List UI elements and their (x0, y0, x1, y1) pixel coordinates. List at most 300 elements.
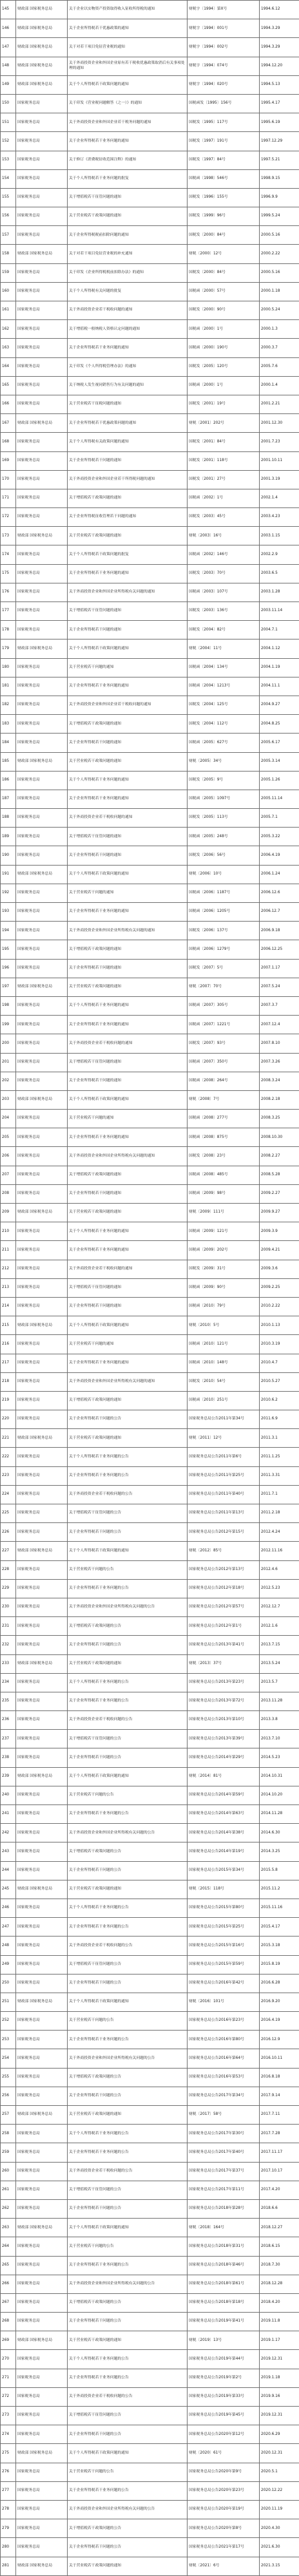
table-row (1, 828, 299, 846)
issuing-authority: 财政部 国家税务总局 (16, 2557, 68, 2575)
document-title: 关于增值税若干政策问题的通知 (68, 1391, 188, 1410)
document-title: 关于企业所得税若干问题的公告 (68, 1523, 188, 1542)
issuing-authority: 国家税务总局 (16, 1354, 68, 1372)
row-number: 239 (1, 1767, 16, 1786)
issuing-authority: 国家税务总局 (16, 1937, 68, 1955)
table-row (1, 226, 299, 245)
table-row (1, 1260, 299, 1278)
table-row (1, 959, 299, 978)
document-title: 关于企业所得税若干业务问题的通知 (68, 903, 188, 922)
document-number: 国税发〔2004〕112号 (188, 715, 260, 734)
document-title: 关于增值税一般纳税人资格认定问题的通知 (68, 320, 188, 339)
table-row (1, 903, 299, 922)
row-number: 151 (1, 113, 16, 132)
issuing-authority: 财政部 国家税务总局 (16, 1090, 68, 1109)
document-number: 国家税务总局公告2020年第8号 (188, 2519, 260, 2538)
issue-date: 2015.4.17 (260, 1918, 299, 1937)
row-number: 278 (1, 2500, 16, 2519)
document-title: 关于个人所得税若干政策问题的通知 (68, 1767, 188, 1786)
issue-date: 2001.3.19 (260, 470, 299, 489)
issuing-authority: 国家税务总局 (16, 602, 68, 621)
row-number: 166 (1, 395, 16, 413)
issue-date: 2012.12.7 (260, 1598, 299, 1616)
document-title: 关于企业所得税若干问题的公告 (68, 2199, 188, 2218)
issue-date: 2015.3.18 (260, 1937, 299, 1955)
issuing-authority: 国家税务总局 (16, 489, 68, 507)
row-number: 194 (1, 922, 16, 940)
document-number: 财税〔2015〕118号 (188, 1880, 260, 1899)
row-number: 268 (1, 2313, 16, 2331)
row-number: 266 (1, 2275, 16, 2293)
issuing-authority: 财政部 国家税务总局 (16, 1316, 68, 1335)
document-number: 国税发〔1996〕155号 (188, 188, 260, 207)
document-title: 关于企业所得税若干业务问题的通知 (68, 564, 188, 583)
issue-date: 2006.1.24 (260, 865, 299, 884)
table-row (1, 1692, 299, 1710)
issue-date: 2010.3.19 (260, 1335, 299, 1354)
row-number: 211 (1, 1241, 16, 1260)
issue-date: 2002.1.4 (260, 489, 299, 507)
row-number: 245 (1, 1880, 16, 1899)
row-number: 262 (1, 2199, 16, 2218)
document-number: 国税函〔2010〕251号 (188, 1391, 260, 1410)
issue-date: 2001.7.23 (260, 433, 299, 451)
issue-date: 2021.6.30 (260, 2538, 299, 2557)
issuing-authority: 国家税务总局 (16, 2162, 68, 2181)
table-row (1, 1297, 299, 1316)
issue-date: 2000.1.4 (260, 376, 299, 395)
row-number: 216 (1, 1335, 16, 1354)
row-number: 277 (1, 2481, 16, 2500)
table-row (1, 884, 299, 902)
row-number: 196 (1, 959, 16, 978)
document-title: 关于企业所得税若干优惠政策问题的通知 (68, 414, 188, 433)
document-title: 关于外商投资企业若干税收问题的通知 (68, 1260, 188, 1278)
issue-date: 2006.12.6 (260, 884, 299, 902)
issuing-authority: 国家税务总局 (16, 1391, 68, 1410)
table-row (1, 602, 299, 621)
issue-date: 2017.10.17 (260, 2162, 299, 2181)
issuing-authority: 国家税务总局 (16, 790, 68, 808)
table-row (1, 2407, 299, 2425)
document-title: 关于营业税若干政策问题的通知 (68, 2557, 188, 2575)
table-row (1, 263, 299, 282)
row-number: 209 (1, 1204, 16, 1222)
document-title: 关于个人所得税若干政策问题的通知 (68, 1542, 188, 1560)
document-title: 关于增值税若干征管问题的通知 (68, 828, 188, 846)
issue-date: 2016.8.18 (260, 2068, 299, 2087)
issuing-authority: 财政部 国家税务总局 (16, 2331, 68, 2350)
issue-date: 2007.1.17 (260, 959, 299, 978)
issue-date: 2010.6.2 (260, 1391, 299, 1410)
document-number: 国家税务总局公告2018年第28号 (188, 2199, 260, 2218)
issuing-authority: 财政部 国家税务总局 (16, 1, 68, 19)
issue-date: 2015.5.8 (260, 1861, 299, 1880)
document-number: 国税函〔2009〕202号 (188, 1241, 260, 1260)
document-number: 国税发〔1999〕96号 (188, 207, 260, 226)
issue-date: 2018.6.6 (260, 2199, 299, 2218)
row-number: 258 (1, 2125, 16, 2143)
issuing-authority: 国家税务总局 (16, 226, 68, 245)
issuing-authority: 国家税务总局 (16, 2369, 68, 2387)
issue-date: 2008.10.30 (260, 1128, 299, 1147)
table-row (1, 2012, 299, 2031)
issuing-authority: 国家税务总局 (16, 1560, 68, 1579)
document-title: 关于企业所得税若干业务问题的通知 (68, 790, 188, 808)
issuing-authority: 财政部 国家税务总局 (16, 1993, 68, 2011)
issuing-authority: 国家税务总局 (16, 2031, 68, 2049)
issuing-authority: 国家税务总局 (16, 2538, 68, 2557)
document-title: 关于外商投资企业若干税收问题的通知 (68, 1034, 188, 1053)
issue-date: 2010.1.13 (260, 1316, 299, 1335)
issuing-authority: 国家税务总局 (16, 1485, 68, 1504)
document-title: 关于增值税若干政策问题的公告 (68, 2293, 188, 2312)
issuing-authority: 国家税务总局 (16, 903, 68, 922)
row-number: 212 (1, 1260, 16, 1278)
row-number: 265 (1, 2256, 16, 2275)
table-row (1, 2219, 299, 2237)
document-number: 国家税务总局公告2015年第59号 (188, 1955, 260, 1974)
issuing-authority: 国家税务总局 (16, 2500, 68, 2519)
table-row (1, 752, 299, 771)
issue-date: 1998.9.15 (260, 169, 299, 188)
issuing-authority: 国家税务总局 (16, 1899, 68, 1917)
issue-date: 2003.1.28 (260, 583, 299, 601)
issuing-authority: 国家税务总局 (16, 1504, 68, 1523)
document-number: 国税函〔2000〕57号 (188, 282, 260, 301)
table-row (1, 301, 299, 320)
table-row (1, 2049, 299, 2068)
row-number: 221 (1, 1429, 16, 1448)
table-row (1, 1523, 299, 1542)
row-number: 162 (1, 320, 16, 339)
document-number: 国家税务总局公告2019年第41号 (188, 2313, 260, 2331)
table-row (1, 1918, 299, 1937)
issue-date: 2016.10.11 (260, 2049, 299, 2068)
document-number: 财税〔2017〕58号 (188, 2106, 260, 2125)
table-row (1, 527, 299, 545)
document-number: 国税发〔2001〕19号 (188, 395, 260, 413)
row-number: 254 (1, 2049, 16, 2068)
document-number: 国家税务总局公告2019年第44号 (188, 2350, 260, 2369)
issuing-authority: 国家税务总局 (16, 1297, 68, 1316)
row-number: 163 (1, 339, 16, 357)
row-number: 198 (1, 996, 16, 1015)
table-row (1, 1974, 299, 1993)
issuing-authority: 国家税务总局 (16, 1147, 68, 1166)
row-number: 256 (1, 2087, 16, 2105)
document-number: 财税〔2018〕164号 (188, 2219, 260, 2237)
document-title: 关于营业税若干政策问题的通知 (68, 1204, 188, 1222)
document-number: 国家税务总局公告2014年第29号 (188, 1748, 260, 1767)
issuing-authority: 国家税务总局 (16, 1786, 68, 1804)
table-row (1, 2125, 299, 2143)
table-row (1, 1654, 299, 1673)
issue-date: 1994.6.12 (260, 1, 299, 19)
table-row (1, 1861, 299, 1880)
document-number: 财税〔2005〕34号 (188, 752, 260, 771)
document-number: 国家税务总局公告2014年第63号 (188, 1805, 260, 1824)
table-row (1, 1241, 299, 1260)
document-title: 关于个人所得税有关问题的批复 (68, 282, 188, 301)
issue-date: 2012.5.23 (260, 1579, 299, 1598)
row-number: 272 (1, 2387, 16, 2406)
document-title: 关于企业所得税若干问题的通知 (68, 1184, 188, 1203)
row-number: 202 (1, 1072, 16, 1090)
document-title: 关于营业税若干政策问题的通知 (68, 1880, 188, 1899)
document-title: 关于营业税若干问题的公告 (68, 2012, 188, 2031)
document-number: 财税〔2003〕16号 (188, 527, 260, 545)
table-row (1, 2481, 299, 2500)
row-number: 251 (1, 1993, 16, 2011)
row-number: 168 (1, 433, 16, 451)
table-row (1, 1937, 299, 1955)
document-title: 关于企业所得税若干问题的公告 (68, 2425, 188, 2444)
issue-date: 2004.1.12 (260, 639, 299, 658)
issuing-authority: 国家税务总局 (16, 2407, 68, 2425)
document-number: 财税〔2006〕10号 (188, 865, 260, 884)
issuing-authority: 国家税务总局 (16, 696, 68, 714)
document-number: 国税函〔2008〕485号 (188, 1166, 260, 1184)
issue-date: 2012.1.6 (260, 1617, 299, 1636)
table-row (1, 545, 299, 564)
issuing-authority: 国家税务总局 (16, 1692, 68, 1710)
document-number: 国税函〔2006〕1187号 (188, 884, 260, 902)
document-title: 关于企业所得税若干业务问题的通知 (68, 1241, 188, 1260)
issue-date: 2001.12.30 (260, 414, 299, 433)
document-number: 国家税务总局公告2011年第6号 (188, 1448, 260, 1466)
issue-date: 2005.3.22 (260, 828, 299, 846)
row-number: 154 (1, 169, 16, 188)
table-row (1, 1598, 299, 1616)
issuing-authority: 国家税务总局 (16, 433, 68, 451)
table-row (1, 1090, 299, 1109)
document-number: 国税函〔2006〕1279号 (188, 940, 260, 959)
document-title: 关于外商投资企业和外国企业若干税收问题的通知 (68, 696, 188, 714)
table-row (1, 1128, 299, 1147)
table-row (1, 865, 299, 884)
document-title: 关于外商投资企业若干税收问题的通知 (68, 809, 188, 828)
table-row (1, 1354, 299, 1372)
issue-date: 1994.3.29 (260, 38, 299, 57)
row-number: 165 (1, 376, 16, 395)
row-number: 237 (1, 1730, 16, 1748)
table-row (1, 2237, 299, 2256)
issuing-authority: 国家税务总局 (16, 2463, 68, 2481)
issuing-authority: 国家税务总局 (16, 357, 68, 376)
table-row (1, 1617, 299, 1636)
issue-date: 1997.5.21 (260, 151, 299, 169)
issuing-authority: 国家税务总局 (16, 1861, 68, 1880)
issuing-authority: 国家税务总局 (16, 564, 68, 583)
issuing-authority: 国家税务总局 (16, 1636, 68, 1654)
document-title: 关于增值税若干政策问题的公告 (68, 1617, 188, 1636)
table-row (1, 282, 299, 301)
document-number: 国家税务总局公告2020年第12号 (188, 2425, 260, 2444)
document-number: 财税字〔1994〕020号 (188, 75, 260, 94)
table-row (1, 1, 299, 19)
table-row (1, 151, 299, 169)
row-number: 263 (1, 2219, 16, 2237)
issue-date: 2014.3.25 (260, 1842, 299, 1861)
document-title: 关于企业所得税若干问题的通知 (68, 621, 188, 639)
document-title: 关于印发《个人所得税管理办法》的通知 (68, 357, 188, 376)
table-row (1, 1053, 299, 1072)
table-row (1, 132, 299, 151)
document-title: 关于企业所得税若干问题的公告 (68, 1861, 188, 1880)
issue-date: 2011.7.1 (260, 1485, 299, 1504)
issue-date: 2019.9.16 (260, 2387, 299, 2406)
row-number: 183 (1, 715, 16, 734)
table-row (1, 1730, 299, 1748)
issuing-authority: 国家税务总局 (16, 828, 68, 846)
document-number: 财税〔2012〕85号 (188, 1542, 260, 1560)
issue-date: 2011.1.25 (260, 1448, 299, 1466)
document-number: 国税发〔2001〕27号 (188, 470, 260, 489)
row-number: 261 (1, 2181, 16, 2199)
issue-date: 2020.6.29 (260, 2425, 299, 2444)
row-number: 257 (1, 2106, 16, 2125)
document-title: 关于企业所得税若干问题的公告 (68, 2538, 188, 2557)
document-number: 国家税务总局公告2015年第80号 (188, 1899, 260, 1917)
document-number: 国家税务总局公告2012年第1号 (188, 1617, 260, 1636)
table-row (1, 38, 299, 57)
issuing-authority: 国家税务总局 (16, 940, 68, 959)
issue-date: 2009.2.25 (260, 1278, 299, 1297)
row-number: 192 (1, 884, 16, 902)
table-row (1, 658, 299, 677)
document-title: 关于营业税若干政策问题的通知 (68, 978, 188, 996)
row-number: 161 (1, 301, 16, 320)
issuing-authority: 国家税务总局 (16, 846, 68, 865)
issue-date: 1994.5.13 (260, 75, 299, 94)
issuing-authority: 国家税务总局 (16, 2519, 68, 2538)
issue-date: 2020.5.1 (260, 2463, 299, 2481)
issuing-authority: 国家税务总局 (16, 2425, 68, 2444)
row-number: 149 (1, 75, 16, 94)
row-number: 184 (1, 734, 16, 752)
issue-date: 2018.4.20 (260, 2293, 299, 2312)
table-row (1, 1542, 299, 1560)
document-number: 国税发〔2009〕31号 (188, 1260, 260, 1278)
issue-date: 2014.10.31 (260, 1767, 299, 1786)
issuing-authority: 国家税务总局 (16, 94, 68, 113)
issuing-authority: 国家税务总局 (16, 658, 68, 677)
row-number: 249 (1, 1955, 16, 1974)
table-row (1, 1391, 299, 1410)
issuing-authority: 国家税务总局 (16, 1128, 68, 1147)
issuing-authority: 财政部 国家税务总局 (16, 2219, 68, 2237)
document-number: 国家税务总局公告2013年第23号 (188, 1673, 260, 1692)
document-title: 关于增值税若干征管问题的公告 (68, 1730, 188, 1748)
issuing-authority: 财政部 国家税务总局 (16, 19, 68, 38)
document-number: 国家税务总局公告2013年第10号 (188, 1711, 260, 1730)
row-number: 250 (1, 1974, 16, 1993)
issuing-authority: 国家税务总局 (16, 2181, 68, 2199)
issuing-authority: 国家税务总局 (16, 263, 68, 282)
issue-date: 2019.12.31 (260, 2407, 299, 2425)
document-title: 关于个人所得税若干业务问题的公告 (68, 1899, 188, 1917)
document-number: 国税函〔2002〕146号 (188, 545, 260, 564)
row-number: 199 (1, 1016, 16, 1034)
document-number: 国税函〔2005〕627号 (188, 734, 260, 752)
document-title: 关于营业税若干政策问题的通知 (68, 752, 188, 771)
issue-date: 2013.3.8 (260, 1711, 299, 1730)
issue-date: 2016.12.9 (260, 2031, 299, 2049)
document-number: 国家税务总局公告2011年第25号 (188, 1466, 260, 1485)
issuing-authority: 国家税务总局 (16, 2350, 68, 2369)
issuing-authority: 国家税务总局 (16, 922, 68, 940)
document-number: 国家税务总局公告2012年第15号 (188, 1523, 260, 1542)
document-number: 国家税务总局公告2020年第9号 (188, 2463, 260, 2481)
row-number: 234 (1, 1673, 16, 1692)
document-title: 关于企业所得税若干问题的公告 (68, 1974, 188, 1993)
row-number: 201 (1, 1053, 16, 1072)
table-row (1, 1166, 299, 1184)
document-number: 国家税务总局公告2016年第23号 (188, 2012, 260, 2031)
row-number: 189 (1, 828, 16, 846)
issuing-authority: 国家税务总局 (16, 2012, 68, 2031)
row-number: 236 (1, 1711, 16, 1730)
row-number: 157 (1, 226, 16, 245)
document-title: 关于营业税若干问题的通知 (68, 1335, 188, 1354)
issuing-authority: 国家税务总局 (16, 207, 68, 226)
table-row (1, 2313, 299, 2331)
document-number: 国税发〔2006〕56号 (188, 846, 260, 865)
row-number: 229 (1, 1579, 16, 1598)
table-row (1, 433, 299, 451)
document-title: 关于营业税若干问题的公告 (68, 2237, 188, 2256)
issuing-authority: 国家税务总局 (16, 884, 68, 902)
issue-date: 2020.11.19 (260, 2500, 299, 2519)
document-number: 国家税务总局公告2013年第39号 (188, 1730, 260, 1748)
row-number: 160 (1, 282, 16, 301)
document-number: 财税字〔1994〕第X号 (188, 1, 260, 19)
document-title: 关于企业所得税税前扣除问题的通知 (68, 226, 188, 245)
table-row (1, 1805, 299, 1824)
document-number: 国税函〔2007〕350号 (188, 1053, 260, 1072)
issuing-authority: 国家税务总局 (16, 677, 68, 696)
issuing-authority: 国家税务总局 (16, 151, 68, 169)
document-number: 国税函〔2009〕98号 (188, 1184, 260, 1203)
document-number: 国税函〔2004〕1213号 (188, 677, 260, 696)
document-number: 国税函〔2000〕1号 (188, 376, 260, 395)
table-row (1, 19, 299, 38)
document-title: 关于外商投资企业和外国企业原有若干税收优惠政策取消后有关事项处理的通知 (68, 57, 188, 75)
issuing-authority: 国家税务总局 (16, 2237, 68, 2256)
issue-date: 2003.4.23 (260, 508, 299, 527)
document-title: 关于个人所得税若干业务问题的批复 (68, 169, 188, 188)
issue-date: 2016.4.19 (260, 2012, 299, 2031)
issue-date: 2006.12.25 (260, 940, 299, 959)
issuing-authority: 国家税务总局 (16, 1730, 68, 1748)
issuing-authority: 财政部 国家税务总局 (16, 245, 68, 263)
row-number: 280 (1, 2538, 16, 2557)
row-number: 200 (1, 1034, 16, 1053)
table-row (1, 489, 299, 507)
issue-date: 1996.9.9 (260, 188, 299, 207)
row-number: 246 (1, 1899, 16, 1917)
document-title: 关于外商投资企业若干税收问题的通知 (68, 301, 188, 320)
row-number: 214 (1, 1297, 16, 1316)
document-title: 关于企业所得税若干业务问题的通知 (68, 677, 188, 696)
document-title: 关于企业所得税若干问题的公告 (68, 2087, 188, 2105)
row-number: 233 (1, 1654, 16, 1673)
document-number: 国税发〔2010〕54号 (188, 1372, 260, 1391)
row-number: 174 (1, 545, 16, 564)
issuing-authority: 国家税务总局 (16, 771, 68, 790)
issue-date: 2013.7.10 (260, 1730, 299, 1748)
